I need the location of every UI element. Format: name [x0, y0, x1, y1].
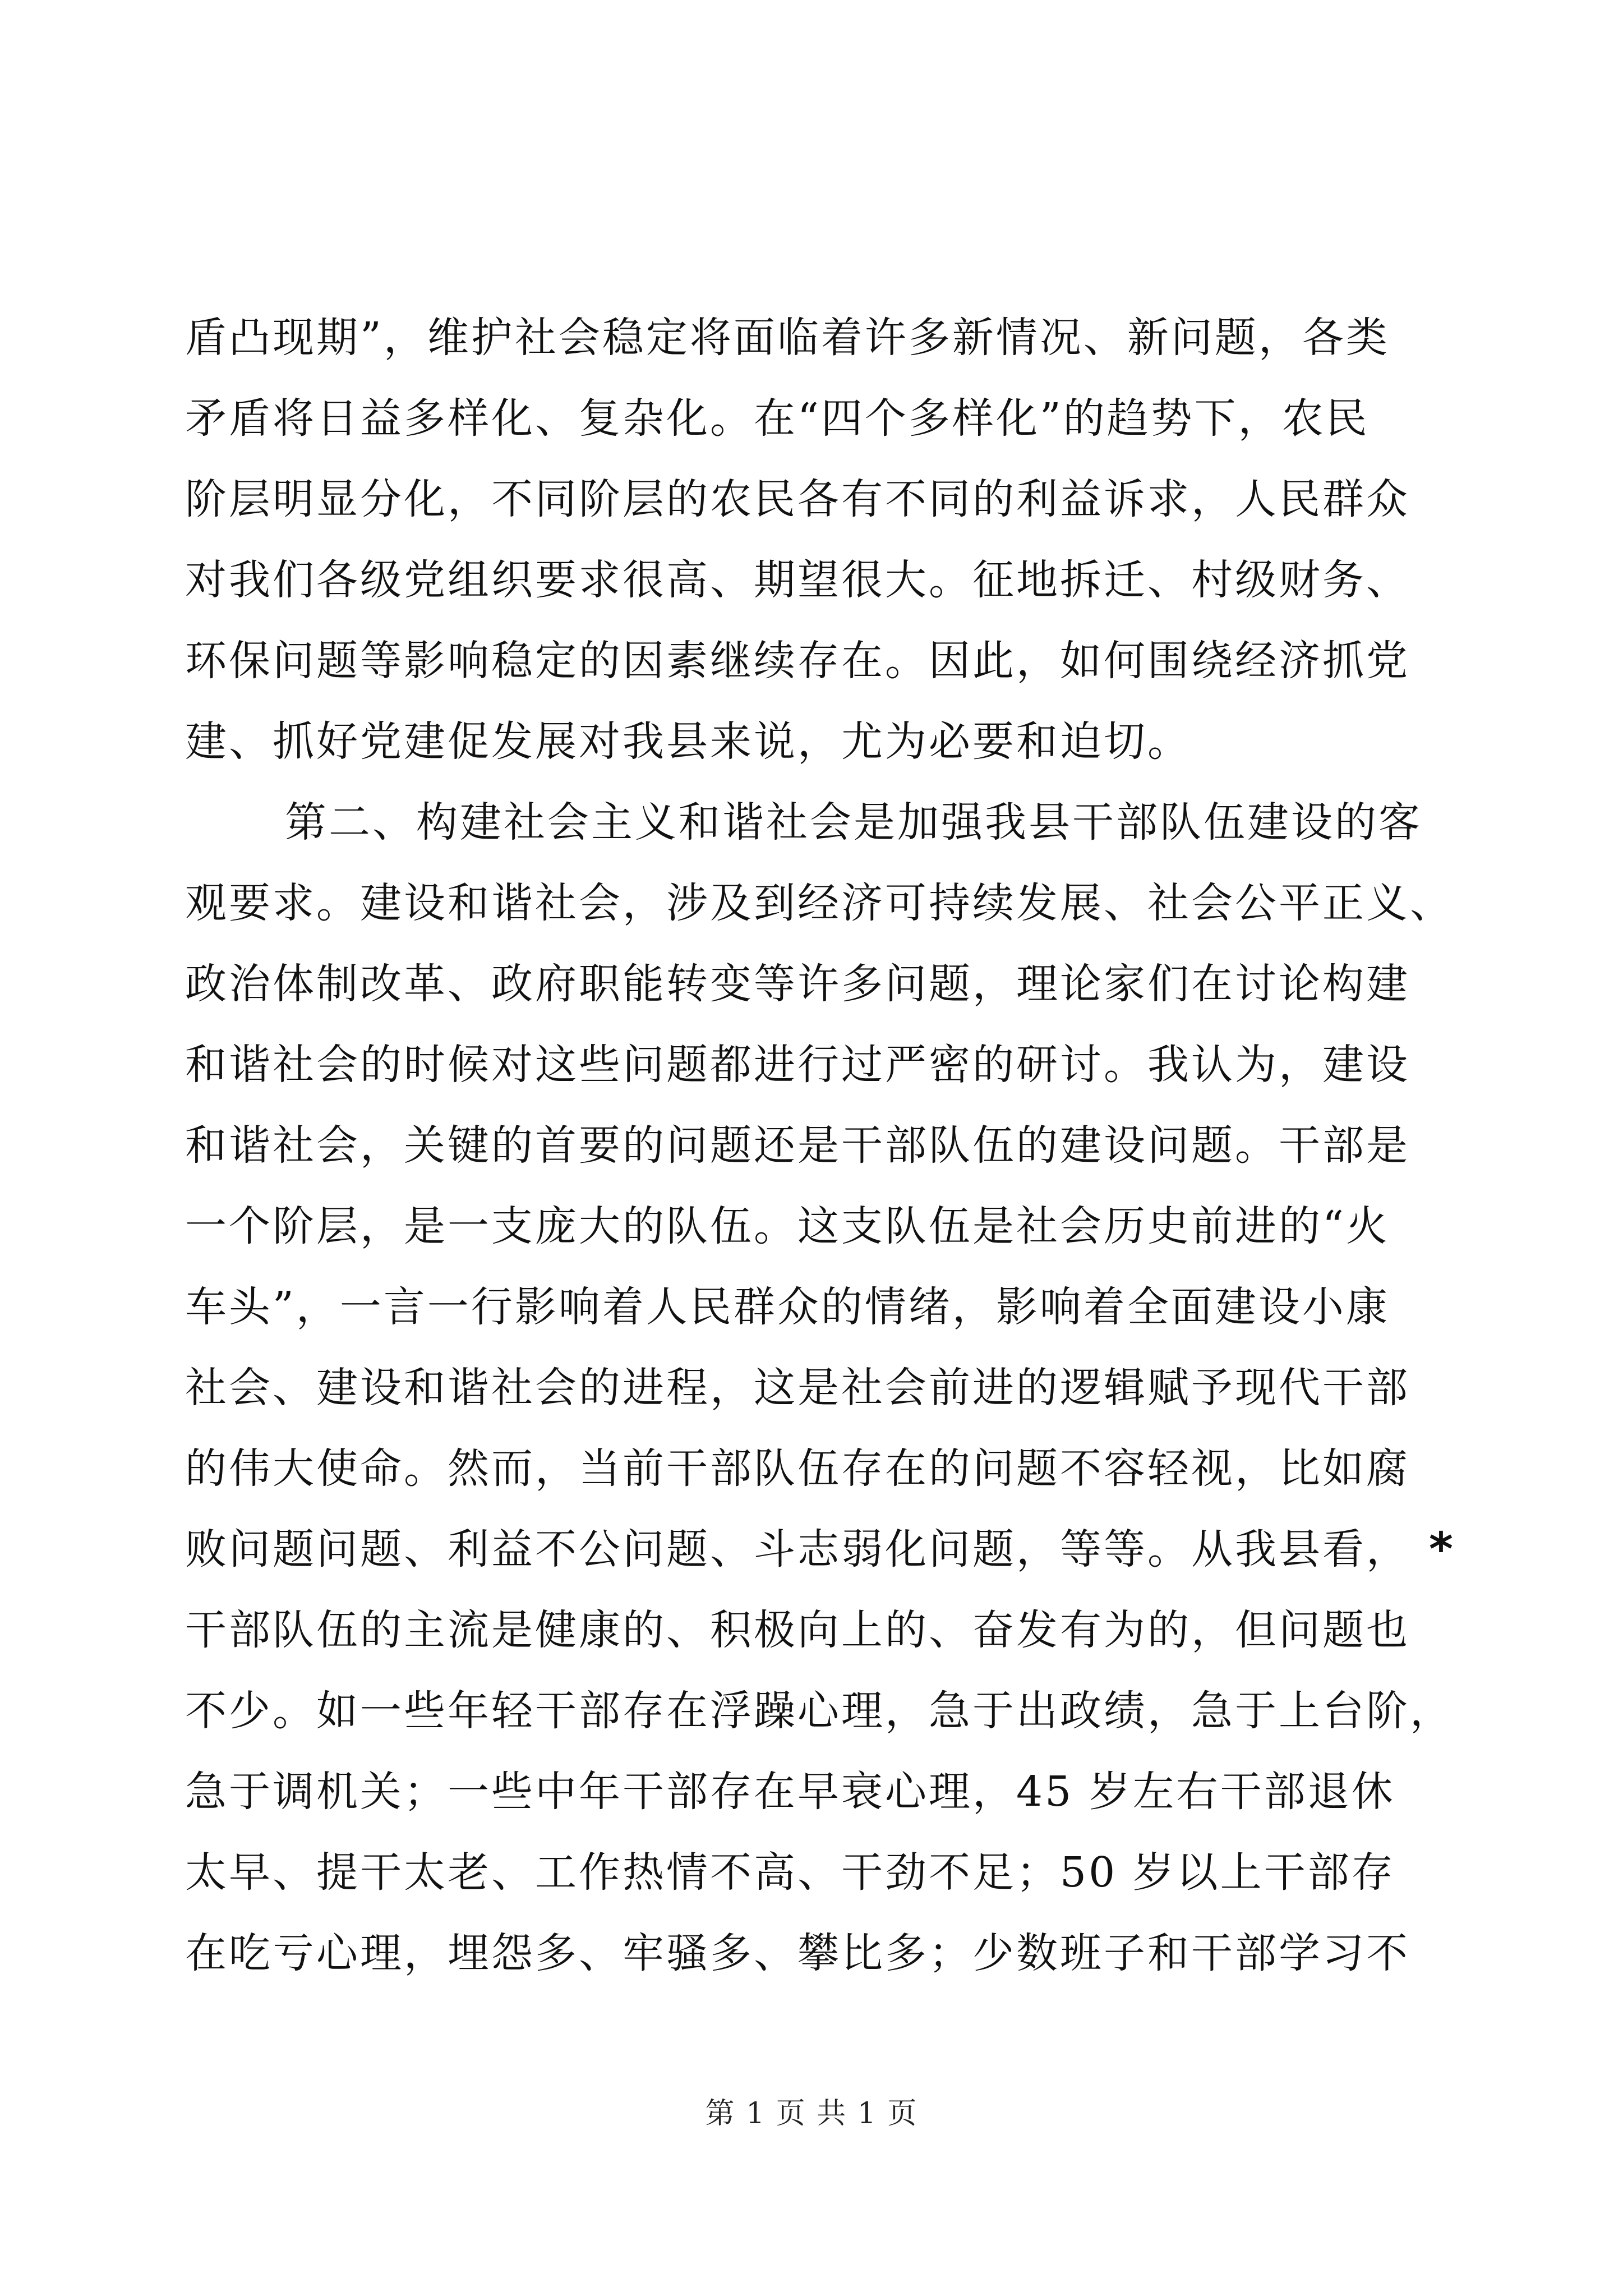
text-line: 阶层明显分化，不同阶层的农民各有不同的利益诉求，人民群众 — [185, 475, 1410, 523]
text-line: 在吃亏心理，埋怨多、牢骚多、攀比多；少数班子和干部学习不 — [185, 1929, 1410, 1977]
paragraph-start-line: 第二、构建社会主义和谐社会是加强我县干部队伍建设的客 — [285, 798, 1422, 846]
text-line: 社会、建设和谐社会的进程，这是社会前进的逻辑赋予现代干部 — [185, 1364, 1410, 1412]
text-line: 对我们各级党组织要求很高、期望很大。征地拆迁、村级财务、 — [185, 556, 1410, 604]
text-line: 败问题问题、利益不公问题、斗志弱化问题，等等。从我县看， — [185, 1525, 1410, 1573]
text-line: 和谐社会的时候对这些问题都进行过严密的研讨。我认为，建设 — [185, 1041, 1410, 1089]
text-line: 环保问题等影响稳定的因素继续存在。因此，如何围绕经济抓党 — [185, 637, 1410, 685]
text-line: 观要求。建设和谐社会，涉及到经济可持续发展、社会公平正义、 — [185, 879, 1454, 927]
text-line: 政治体制改革、政府职能转变等许多问题，理论家们在讨论构建 — [185, 960, 1410, 1008]
text-line: 矛盾将日益多样化、复杂化。在“四个多样化”的趋势下，农民 — [185, 394, 1370, 443]
text-line: 干部队伍的主流是健康的、积极向上的、奋发有为的，但问题也 — [185, 1606, 1410, 1654]
text-line: 车头”，一言一行影响着人民群众的情绪，影响着全面建设小康 — [185, 1283, 1390, 1331]
text-line: 一个阶层，是一支庞大的队伍。这支队伍是社会历史前进的“火 — [185, 1202, 1390, 1250]
text-line: 的伟大使命。然而，当前干部队伍存在的问题不容轻视，比如腐 — [185, 1444, 1410, 1493]
text-line: 和谐社会，关键的首要的问题还是干部队伍的建设问题。干部是 — [185, 1121, 1410, 1170]
text-line: 太早、提干太老、工作热情不高、干劲不足；50 岁以上干部存 — [185, 1848, 1395, 1897]
text-line: 不少。如一些年轻干部存在浮躁心理，急于出政绩，急于上台阶， — [185, 1687, 1454, 1735]
text-line: 盾凸现期”，维护社会稳定将面临着许多新情况、新问题，各类 — [185, 314, 1390, 362]
text-line: 急于调机关；一些中年干部存在早衰心理，45 岁左右干部退休 — [185, 1768, 1395, 1816]
page-footer: 第 1 页 共 1 页 — [705, 2097, 918, 2131]
margin-asterisk-mark: * — [1429, 1523, 1453, 1576]
text-line: 建、抓好党建促发展对我县来说，尤为必要和迫切。 — [185, 717, 1191, 766]
document-body — [185, 297, 1453, 1994]
